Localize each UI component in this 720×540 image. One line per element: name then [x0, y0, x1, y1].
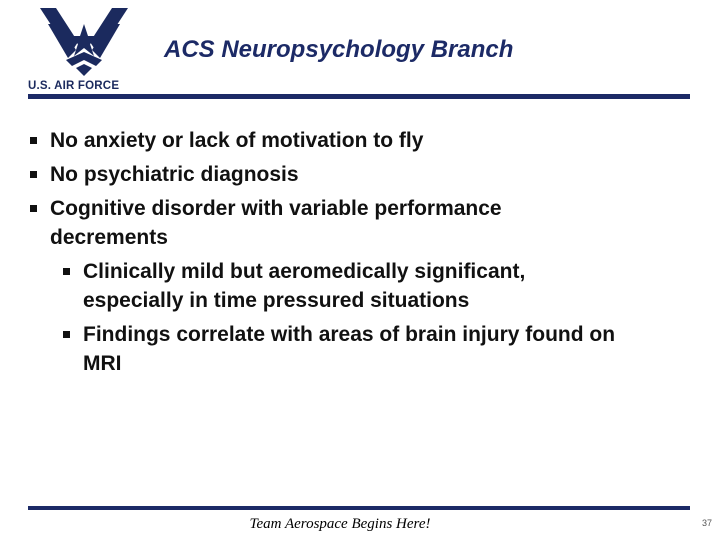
square-bullet-icon [30, 137, 37, 144]
footer-divider [28, 506, 690, 510]
air-force-logo [28, 2, 140, 94]
title-divider [28, 94, 690, 99]
square-bullet-icon [63, 268, 70, 275]
air-force-wings-icon [38, 2, 130, 78]
slide-title: ACS Neuropsychology Branch [164, 36, 514, 63]
bullet-line: Cognitive disorder with variable performance [50, 197, 502, 220]
footer-tagline: Team Aerospace Begins Here! [249, 516, 431, 532]
sub-bullet-line: Findings correlate with areas of brain injury found on [83, 323, 616, 346]
page-number: 37 [701, 518, 712, 528]
square-bullet-icon [63, 331, 70, 338]
sub-bullet-line: Clinically mild but aeromedically significant, [83, 260, 526, 283]
square-bullet-icon [30, 171, 37, 178]
sub-bullet-line-continuation: MRI [83, 352, 122, 375]
sub-bullet-line-continuation: especially in time pressured situations [83, 289, 470, 312]
logo-wordmark: U.S. AIR FORCE [28, 80, 120, 92]
bullet-line: No anxiety or lack of motivation to fly [50, 129, 424, 152]
square-bullet-icon [30, 205, 37, 212]
bullet-line-continuation: decrements [50, 226, 168, 249]
bullet-line: No psychiatric diagnosis [50, 163, 299, 186]
